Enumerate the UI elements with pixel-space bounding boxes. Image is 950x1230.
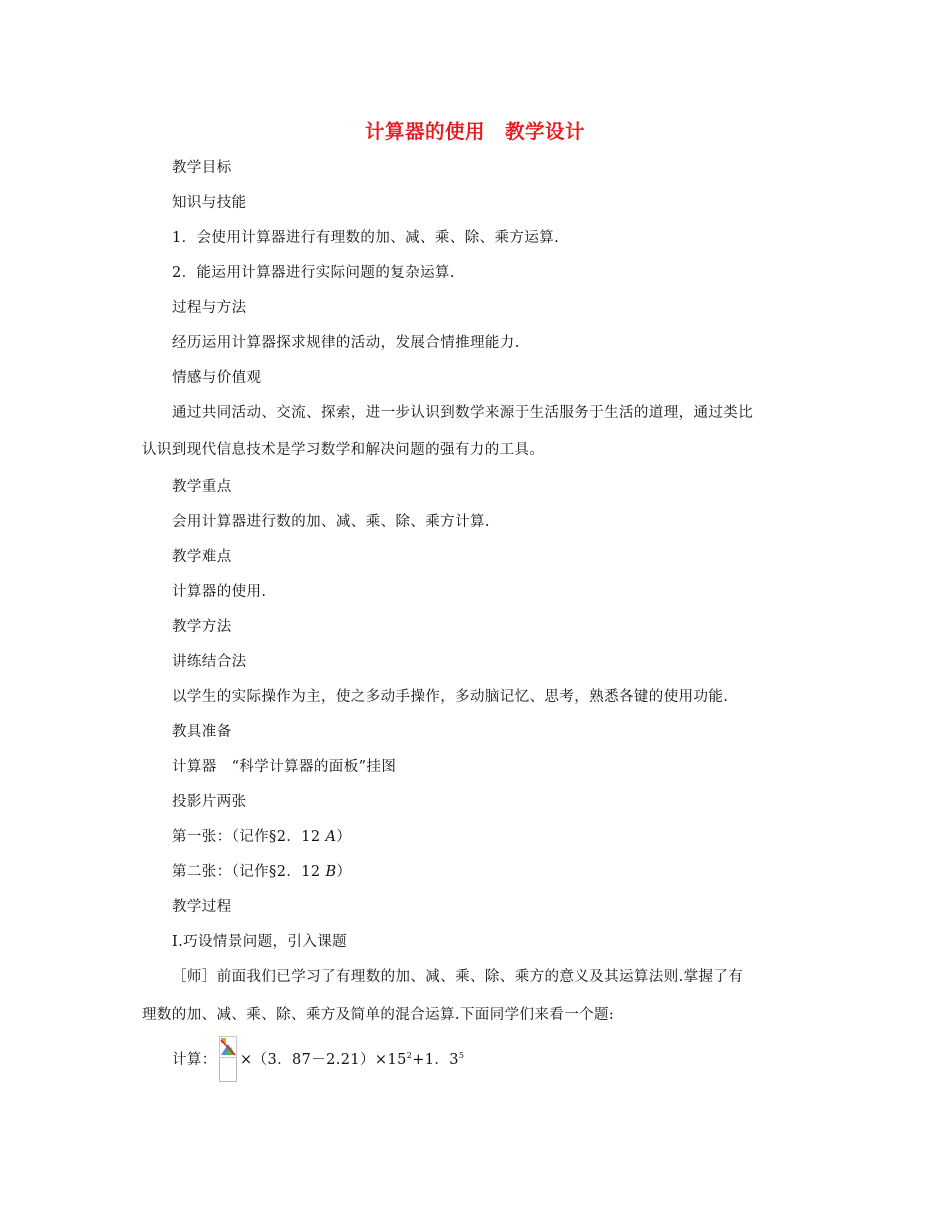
heading-knowledge-skills: 知识与技能 [172,195,247,211]
emotion-text-line-2: 认识到现代信息技术是学习数学和解决问题的强有力的工具。 [142,442,545,458]
formula-exponent-1: 2 [406,1051,413,1060]
heading-emotion-values: 情感与价值观 [172,370,262,386]
formula-label: 计算： [172,1052,217,1068]
method-text: 以学生的实际操作为主，使之多动手操作，多动脑记忆、思考，熟悉各键的使用功能. [172,689,729,705]
method-name: 讲练结合法 [172,654,247,670]
formula-main: ×（3．87－2.21）×15 [240,1052,407,1068]
slide-first [172,827,351,847]
slide-first-close: ） [336,829,352,845]
slide-first-prefix: 第一张：（记作§2．12 [172,829,326,845]
heading-process-method: 过程与方法 [172,300,247,316]
slide-second-prefix: 第二张：（记作§2．12 [172,864,326,880]
document-title: 计算器的使用 教学设计 [364,120,585,143]
heading-teaching-aids: 教具准备 [172,724,232,740]
goal-item-2: 2．能运用计算器进行实际问题的复杂运算. [172,265,455,281]
difficulties-text: 计算器的使用. [172,584,267,600]
slide-first-letter: A [325,829,337,845]
slide-second-close: ） [336,864,352,880]
heading-difficulties: 教学难点 [172,549,232,565]
slide-second-letter: B [325,864,337,880]
slide-second [172,862,351,882]
emotion-text-line-1: 通过共同活动、交流、探索，进一步认识到数学来源于生活服务于生活的道理，通过类比 [172,405,754,421]
formula-expression [240,1050,464,1070]
teacher-text-line-2: 理数的加、减、乘、除、乘方及简单的混合运算.下面同学们来看一个题: [142,1007,615,1023]
process-text: 经历运用计算器探求规律的活动，发展合情推理能力. [172,335,520,351]
teacher-text-line-1: ［师］前面我们已学习了有理数的加、减、乘、除、乘方的意义及其运算法则.掌握了有 [172,969,744,985]
aids-text: 计算器 “科学计算器的面板”挂图 [172,759,397,775]
formula-plus: +1．3 [412,1052,459,1068]
section-one-title: Ⅰ.巧设情景问题，引入课题 [172,934,348,950]
heading-teaching-goals: 教学目标 [172,160,232,176]
aids-slides: 投影片两张 [172,794,247,810]
heading-key-points: 教学重点 [172,479,232,495]
broken-image-icon [219,1036,237,1082]
goal-item-1: 1．会使用计算器进行有理数的加、减、乘、除、乘方运算. [172,230,560,246]
formula-exponent-2: 5 [458,1051,465,1060]
heading-methods: 教学方法 [172,619,232,635]
key-points-text: 会用计算器进行数的加、减、乘、除、乘方计算. [172,514,490,530]
heading-teaching-process: 教学过程 [172,899,232,915]
